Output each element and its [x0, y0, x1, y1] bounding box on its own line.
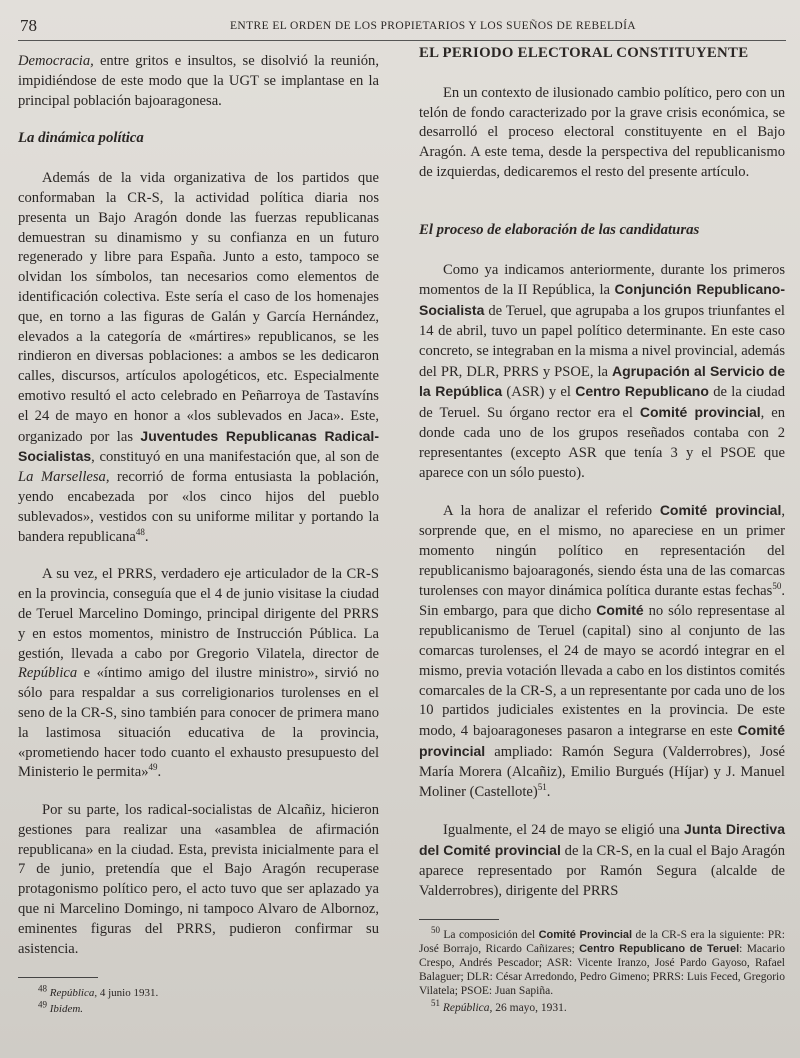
footnote-rule	[419, 919, 499, 920]
footnote-50: $^{50}$ La composición del Comité Provincial de la CR-S era la siguiente: PR: José Borrajo, Ricardo Cañizares; Centro Republicano de Teruel: Macario Crespo, Andrés Pescador; ASR: Vicente Iranzo, José Pardo Gayoso, Rafael Balaguer; DLR: César Arredondo, Pedro Gimeno; PRRS: Luis Feced, Gregorio Vilatela; PSOE: Juan Sapiña.	[419, 925, 786, 998]
page-header	[18, 14, 786, 41]
paragraph-continuation: Democracia, entre gritos e insultos, se disolvió la reunión, impidiéndose de este modo que la UGT se implantase en la principal población bajoaragonesa.	[18, 53, 379, 109]
left-column	[18, 52, 379, 1018]
footnote-ref: 50	[772, 580, 782, 591]
paragraph: En un contexto de ilusionado cambio político, pero con un telón de fondo caracterizado por la grave crisis económica, se desarrolló el proceso electoral constituyente en el Bajo Aragón. A este tema, desde la perspectiva del republicanismo de izquierdas, dedicaremos el resto del presente artículo.	[419, 84, 785, 180]
section-heading-periodo: EL PERIODO ELECTORAL CONSTITUYENTE	[419, 45, 749, 61]
right-column	[419, 45, 786, 1018]
footnote-ref: 49	[148, 762, 158, 773]
footnote-rule	[18, 977, 98, 978]
paragraph: A la hora de analizar el referido Comité provincial, sorprende que, en el mismo, no apareciese en un primer momento ningún político en representación del republicanismo bajoaragonés, siendo ésta una de las comarcas turolenses con mayor dinámica política durante estas fechas$^{50}$. Sin embargo, para que dicho Comité no sólo representase al republicanismo de Teruel (capital) sino al conjunto de las comarcas turolenses, el 24 de mayo se acordó integrar en el mismo, previa votación llevada a cabo en los distintos comités comarcales de la CR-S, a un representante por cada uno de los 10 partidos judiciales existentes en la provincia. De este modo, 4 bajoaragoneses pasaron a integrarse en este Comité provincial ampliado: Ramón Segura (Valderrobres), José María Morera (Alcañiz), Emilio Burgués (Híjar) y J. Manuel Moliner (Castellote)$^{51}$.	[419, 502, 785, 800]
paragraph: Como ya indicamos anteriormente, durante los primeros momentos de la II República, la Conjunción Republicano-Socialista de Teruel, que agrupaba a los grupos triunfantes el 14 de abril, tuvo un papel político determinante. En este caso concreto, se integraban en la misma a nivel provincial, además del PR, DLR, PRRS y PSOE, la Agrupación al Servicio de la República (ASR) y el Centro Republicano de la ciudad de Teruel. Su órgano rector era el Comité provincial, en donde cada uno de los grupos reseñados contaba con 2 representantes (excepto ASR que tenía 3 y el PSOE que aparece con un sólo puesto).	[419, 261, 786, 481]
footnote-ref: 51	[537, 781, 547, 792]
paragraph: Por su parte, los radical-socialistas de Alcañiz, hicieron gestiones para realizar una «asamblea de afirmación republicana» en la ciudad. Esta, prevista inicialmente para el 7 de junio, pretendía que el Bajo Aragón recuperase protagonismo político pero, el acto tuvo que ser aplazado ya que ni Marcelino Domingo, ni tampoco Alvaro de Albornoz, eminentes figuras del PRRS, pudieron confirmar su asistencia.	[18, 802, 379, 957]
page-number: 78	[20, 16, 37, 35]
paragraph: A su vez, el PRRS, verdadero eje articulador de la CR-S en la provincia, conseguía que el 4 de junio visitase la ciudad de Teruel Marcelino Domingo, principal dirigente del PRRS y en estos momentos, ministro de Instrucción Pública. La gestión, llevada a cabo por Gregorio Vilatela, director de República e «íntimo amigo del ilustre ministro», sirvió no sólo para respaldar a sus correligionarios turolenses en el seno de la CR-S, sino también para conocer de primera mano la lastimosa situación educativa de la provincia, «prometiendo hacer todo cuanto el exhausto presupuesto del Ministerio le permita»$^{49}$.	[18, 566, 379, 781]
paragraph: Además de la vida organizativa de los partidos que conformaban la CR-S, la actividad política diaria nos presenta un Bajo Aragón donde las fuerzas republicanas demuestran su dinamismo y su confianza en un futuro regenerado y libre para España. Junto a esto, tampoco se olvidan los símbolos, tan necesarios como elementos de identificación colectiva. Este sería el caso de los homenajes que, en torno a las figuras de Galán y García Hernández, elevados a la categoría de «mártires» republicanos, se les rindieron en diversas poblaciones: a ambos se les dedicaron calles, discursos, artículos apologéticos, etc. Especialmente emotivo resultó el acto celebrado en Peñarroya de Tastavíns el 24 de mayo en honor a «los sublevados en Jaca». Este, organizado por las Juventudes Republicanas Radical-Socialistas, constituyó en una manifestación que, al son de La Marsellesa, recorrió de forma entusiasta la población, yendo encabezada por «los cinco hijos del pueblo sublevados», vestidos con su uniforme militar y portando la bandera republicana$^{48}$.	[18, 170, 379, 545]
footnote-ref: 48	[135, 526, 145, 537]
footnote-49: $^{49}$ Ibidem.	[38, 999, 84, 1016]
section-heading-proceso: El proceso de elaboración de las candidaturas	[419, 221, 700, 238]
footnote-51: $^{51}$ República, 26 mayo, 1931.	[431, 998, 567, 1015]
footnote-48: $^{48}$ República, 4 junio 1931.	[38, 983, 159, 1000]
paragraph: Igualmente, el 24 de mayo se eligió una Junta Directiva del Comité provincial de la CR-S, en la cual el Bajo Aragón aparece representado por Ramón Segura (alcalde de Valderrobres), dirigente del PRRS	[419, 821, 785, 899]
running-head: ENTRE EL ORDEN DE LOS PROPIETARIOS Y LOS SUEÑOS DE REBELDÍA	[230, 20, 637, 32]
section-heading-dinamica: La dinámica política	[18, 130, 144, 147]
